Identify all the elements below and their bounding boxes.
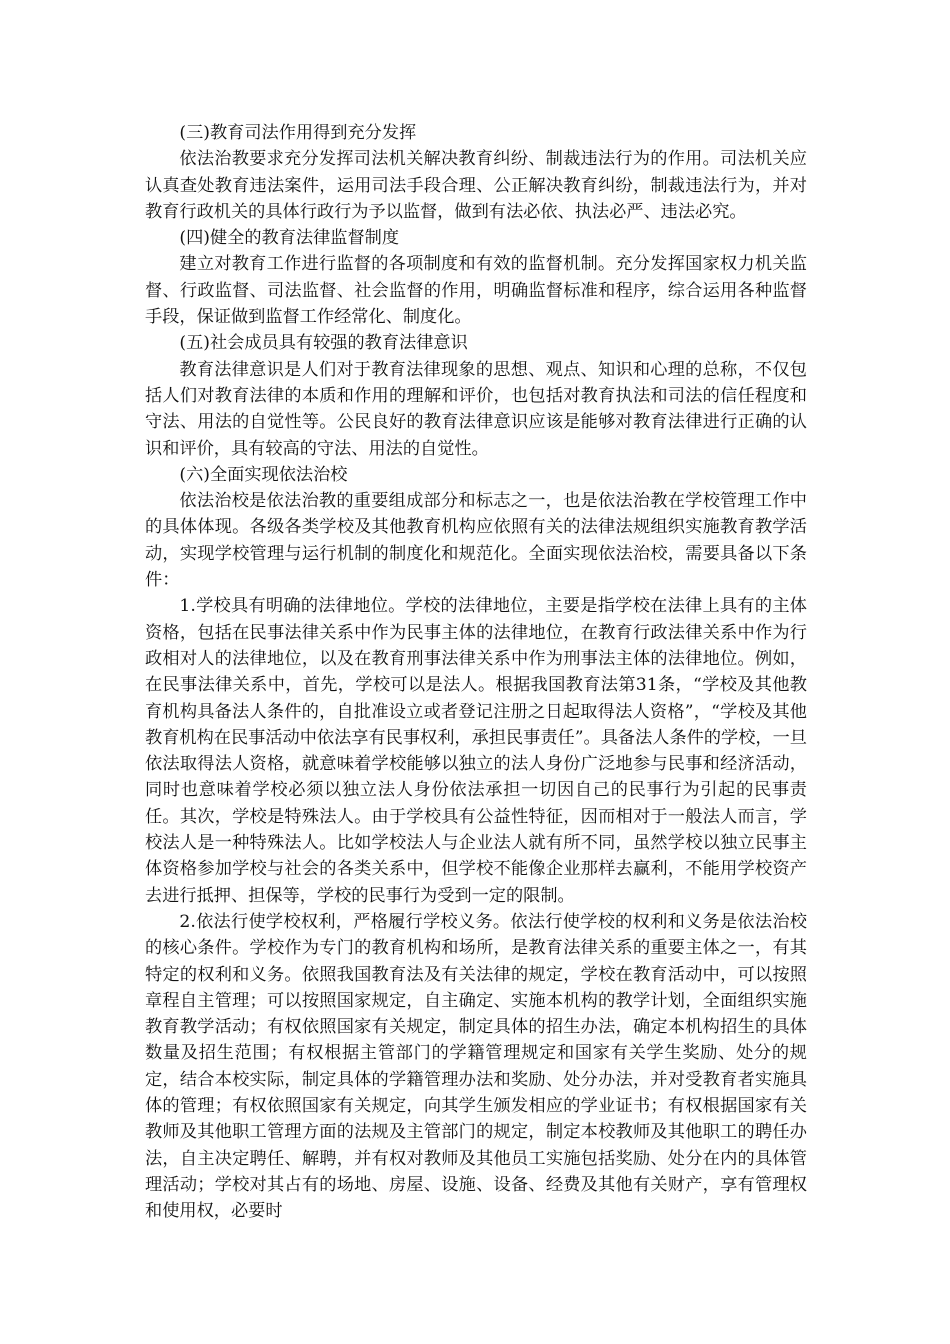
numbered-paragraph-1: 1.学校具有明确的法律地位。学校的法律地位，主要是指学校在法律上具有的主体资格，包括在民事法律关系中作为民事主体的法律地位，在教育行政法律关系中作为行政相对人的法律地位，以及在教育刑事法律关系中作为刑事法主体的法律地位。例如，在民事法律关系中，首先，学校可以是法人。根据我国教育法第31条，“学校及其他教育机构具备法人条件的，自批准设立或者登记注册之日起取得法人资格”，“学校及其他教育机构在民事活动中依法享有民事权利，承担民事责任”。具备法人条件的学校，一旦依法取得法人资格，就意味着学校能够以独立的法人身份广泛地参与民事和经济活动，同时也意味着学校必须以独立法人身份依法承担一切因自己的民事行为引起的民事责任。其次，学校是特殊法人。由于学校具有公益性特征，因而相对于一般法人而言，学校法人是一种特殊法人。比如学校法人与企业法人就有所不同，虽然学校以独立民事主体资格参加学校与社会的各类关系中，但学校不能像企业那样去赢利，不能用学校资产去进行抵押、担保等，学校的民事行为受到一定的限制。 <box>145 596 807 906</box>
section-heading-4: (四)健全的教育法律监督制度 <box>179 228 400 249</box>
document-page <box>145 120 807 1224</box>
section-heading-5: (五)社会成员具有较强的教育法律意识 <box>179 333 468 354</box>
section-heading-3: (三)教育司法作用得到充分发挥 <box>179 123 417 143</box>
numbered-paragraph-2: 2.依法行使学校权利，严格履行学校义务。依法行使学校的权利和义务是依法治校的核心条件。学校作为专门的教育机构和场所，是教育法律关系的重要主体之一，有其特定的权利和义务。依照我国教育法及有关法律的规定，学校在教育活动中，可以按照章程自主管理；可以按照国家规定，自主确定、实施本机构的教学计划，全面组织实施教育教学活动；有权依照国家有关规定，制定具体的招生办法，确定本机构招生的具体数量及招生范围；有权根据主管部门的学籍管理规定和国家有关学生奖励、处分的规定，结合本校实际，制定具体的学籍管理办法和奖励、处分办法，并对受教育者实施具体的管理；有权依照国家有关规定，向其学生颁发相应的学业证书；有权根据国家有关教师及其他职工管理方面的法规及主管部门的规定，制定本校教师及其他职工的聘任办法，自主决定聘任、解聘，并有权对教师及其他员工实施包括奖励、处分在内的具体管理活动；学校对其占有的场地、房屋、设施、设备、经费及其他有关财产，享有管理权和使用权，必要时 <box>145 911 807 1222</box>
body-paragraph: 依法治教要求充分发挥司法机关解决教育纠纷、制裁违法行为的作用。司法机关应认真查处教育违法案件，运用司法手段合理、公正解决教育纠纷，制裁违法行为，并对教育行政机关的具体行政行为予以监督，做到有法必依、执法必严、违法必究。 <box>145 149 807 222</box>
body-paragraph: 教育法律意识是人们对于教育法律现象的思想、观点、知识和心理的总称，不仅包括人们对教育法律的本质和作用的理解和评价，也包括对教育执法和司法的信任程度和守法、用法的自觉性等。公民良好的教育法律意识应该是能够对教育法律进行正确的认识和评价，具有较高的守法、用法的自觉性。 <box>145 359 807 459</box>
section-heading-6: (六)全面实现依法治校 <box>179 464 348 485</box>
body-paragraph: 建立对教育工作进行监督的各项制度和有效的监督机制。充分发挥国家权力机关监督、行政监督、司法监督、社会监督的作用，明确监督标准和程序，综合运用各种监督手段，保证做到监督工作经常化、制度化。 <box>145 254 807 328</box>
body-paragraph: 依法治校是依法治教的重要组成部分和标志之一，也是依法治教在学校管理工作中的具体体现。各级各类学校及其他教育机构应依照有关的法律法规组织实施教育教学活动，实现学校管理与运行机制的制度化和规范化。全面实现依法治校，需要具备以下条件： <box>145 491 807 591</box>
